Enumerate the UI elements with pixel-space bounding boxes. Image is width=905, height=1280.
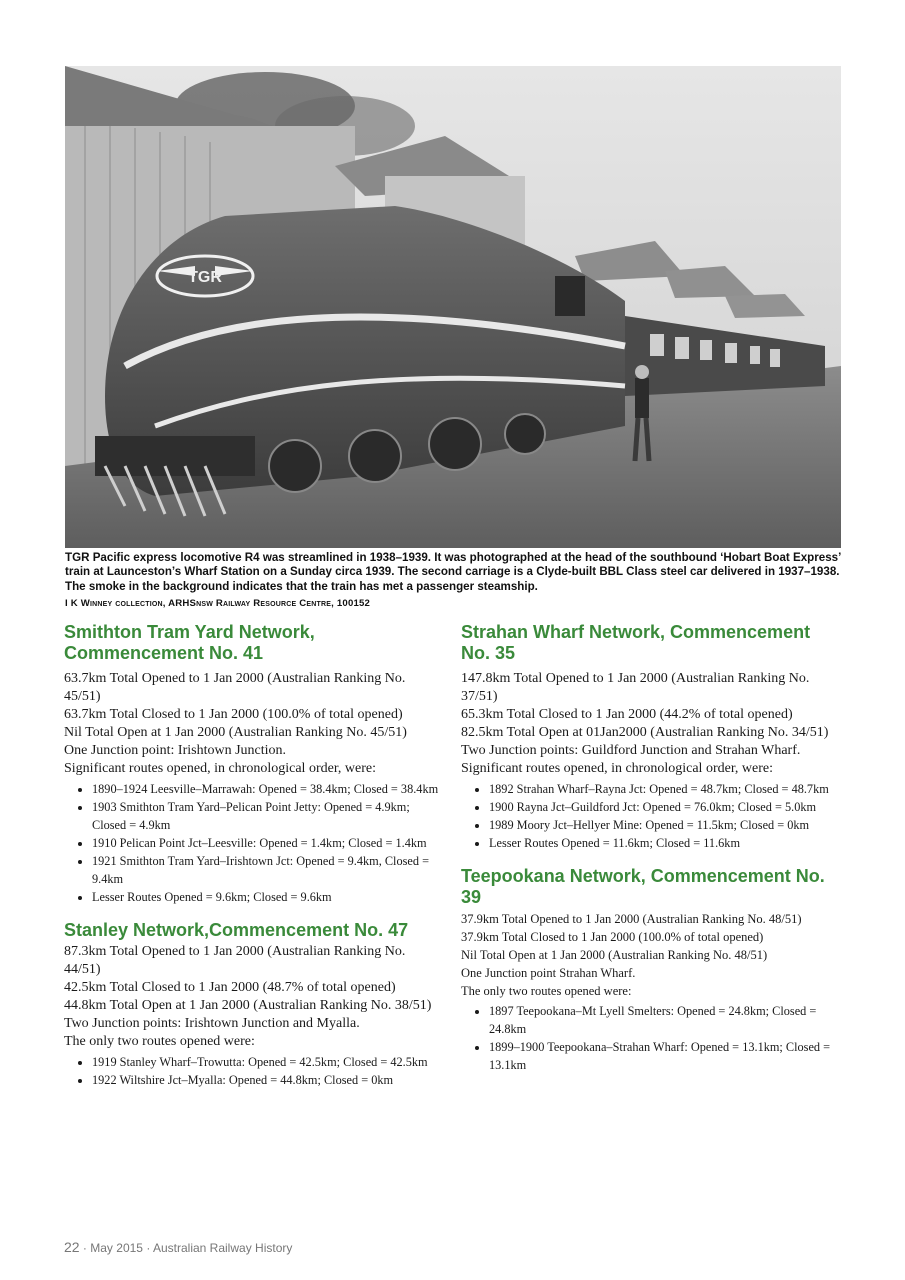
section-strahan-wharf xyxy=(461,622,841,852)
left-column xyxy=(64,622,444,1103)
text-line: Two Junction points: Irishtown Junction and Myalla. xyxy=(64,1016,360,1031)
text-line: 37.9km Total Closed to 1 Jan 2000 (100.0% of total opened) xyxy=(461,930,764,944)
publication-name: Australian Railway History xyxy=(152,1241,293,1255)
routes-list xyxy=(64,780,444,906)
text-line: 37.9km Total Opened to 1 Jan 2000 (Australian Ranking No. 48/51) xyxy=(461,912,802,926)
section-body xyxy=(64,670,444,778)
routes-list xyxy=(461,780,841,852)
list-item: • 1899–1900 Teepookana–Strahan Wharf: Opened = 13.1km; Closed = 13.1km xyxy=(489,1038,841,1074)
text-line: Two Junction points: Guildford Junction and Strahan Wharf. xyxy=(461,743,801,758)
section-title: Teepookana Network, Commencement No. 39 xyxy=(461,866,825,907)
photo-caption: TGR Pacific express locomotive R4 was streamlined in 1938–1939. It was photographed at the head of the southbound ‘Hobart Boat Express’ train at Launceston’s Wharf Station on a Sunday circa 1939. The second carriage is a Clyde-built BBL Class steel car delivered in 1937–1938. The smoke in the background indicates that the train has met a passenger steamship. xyxy=(65,551,841,593)
list-item: • Lesser Routes Opened = 11.6km; Closed = 11.6km xyxy=(489,834,841,852)
list-item: • 1897 Teepookana–Mt Lyell Smelters: Opened = 24.8km; Closed = 24.8km xyxy=(489,1002,841,1038)
section-teepookana xyxy=(461,866,841,1074)
text-line: 82.5km Total Open at 01Jan2000 (Australian Ranking No. 34/51) xyxy=(461,725,829,740)
text-line: Nil Total Open at 1 Jan 2000 (Australian Ranking No. 48/51) xyxy=(461,948,768,962)
text-line: The only two routes opened were: xyxy=(64,1034,255,1049)
routes-list xyxy=(461,1002,841,1074)
photo-credit: I K Winney collection, ARHSnsw Railway Resource Centre, 100152 xyxy=(65,598,371,609)
photo-illustration xyxy=(65,66,841,548)
list-item: • Lesser Routes Opened = 9.6km; Closed = 9.6km xyxy=(92,888,444,906)
section-smithton-tram-yard xyxy=(64,622,444,906)
routes-list xyxy=(64,1053,444,1089)
text-line: 42.5km Total Closed to 1 Jan 2000 (48.7% of total opened) xyxy=(64,980,396,995)
list-item: • 1921 Smithton Tram Yard–Irishtown Jct: Opened = 9.4km, Closed = 9.4km xyxy=(92,852,444,888)
list-item: • 1903 Smithton Tram Yard–Pelican Point Jetty: Opened = 4.9km; Closed = 4.9km xyxy=(92,798,444,834)
emblem-text: TGR xyxy=(188,269,222,286)
section-body xyxy=(461,910,841,1000)
locomotive-photo xyxy=(65,66,841,548)
text-line: 65.3km Total Closed to 1 Jan 2000 (44.2% of total opened) xyxy=(461,707,793,722)
section-stanley xyxy=(64,920,444,1089)
footer-separator: · xyxy=(82,1241,91,1255)
section-body xyxy=(461,670,841,778)
list-item: • 1900 Rayna Jct–Guildford Jct: Opened = 76.0km; Closed = 5.0km xyxy=(489,798,841,816)
list-item: • 1919 Stanley Wharf–Trowutta: Opened = 42.5km; Closed = 42.5km xyxy=(92,1053,444,1071)
section-body xyxy=(64,943,444,1051)
text-line: Significant routes opened, in chronological order, were: xyxy=(64,761,377,776)
text-line: 63.7km Total Opened to 1 Jan 2000 (Australian Ranking No. 45/51) xyxy=(64,671,406,704)
text-line: One Junction point: Irishtown Junction. xyxy=(64,743,287,758)
text-line: The only two routes opened were: xyxy=(461,984,632,998)
text-line: Nil Total Open at 1 Jan 2000 (Australian Ranking No. 45/51) xyxy=(64,725,407,740)
text-line: 87.3km Total Opened to 1 Jan 2000 (Australian Ranking No. 44/51) xyxy=(64,944,406,977)
text-line: Significant routes opened, in chronological order, were: xyxy=(461,761,774,776)
list-item: • 1892 Strahan Wharf–Rayna Jct: Opened = 48.7km; Closed = 48.7km xyxy=(489,780,841,798)
section-title: Stanley Network,Commencement No. 47 xyxy=(64,920,409,940)
list-item: • 1910 Pelican Point Jct–Leesville: Opened = 1.4km; Closed = 1.4km xyxy=(92,834,444,852)
section-title: Smithton Tram Yard Network, Commencement No. 41 xyxy=(64,622,315,663)
right-column xyxy=(461,622,841,1088)
list-item: • 1922 Wiltshire Jct–Myalla: Opened = 44.8km; Closed = 0km xyxy=(92,1071,444,1089)
page-footer xyxy=(64,1239,292,1255)
section-title: Strahan Wharf Network, Commencement No. 35 xyxy=(461,622,811,663)
list-item: • 1890–1924 Leesville–Marrawah: Opened = 38.4km; Closed = 38.4km xyxy=(92,780,444,798)
issue-date: May 2015 xyxy=(90,1241,143,1255)
text-line: 147.8km Total Opened to 1 Jan 2000 (Australian Ranking No. 37/51) xyxy=(461,671,810,704)
text-line: 63.7km Total Closed to 1 Jan 2000 (100.0% of total opened) xyxy=(64,707,403,722)
text-line: One Junction point Strahan Wharf. xyxy=(461,966,636,980)
text-line: 44.8km Total Open at 1 Jan 2000 (Australian Ranking No. 38/51) xyxy=(64,998,432,1013)
footer-separator: · xyxy=(146,1241,153,1255)
list-item: • 1989 Moory Jct–Hellyer Mine: Opened = 11.5km; Closed = 0km xyxy=(489,816,841,834)
page-number: 22 xyxy=(64,1239,80,1255)
